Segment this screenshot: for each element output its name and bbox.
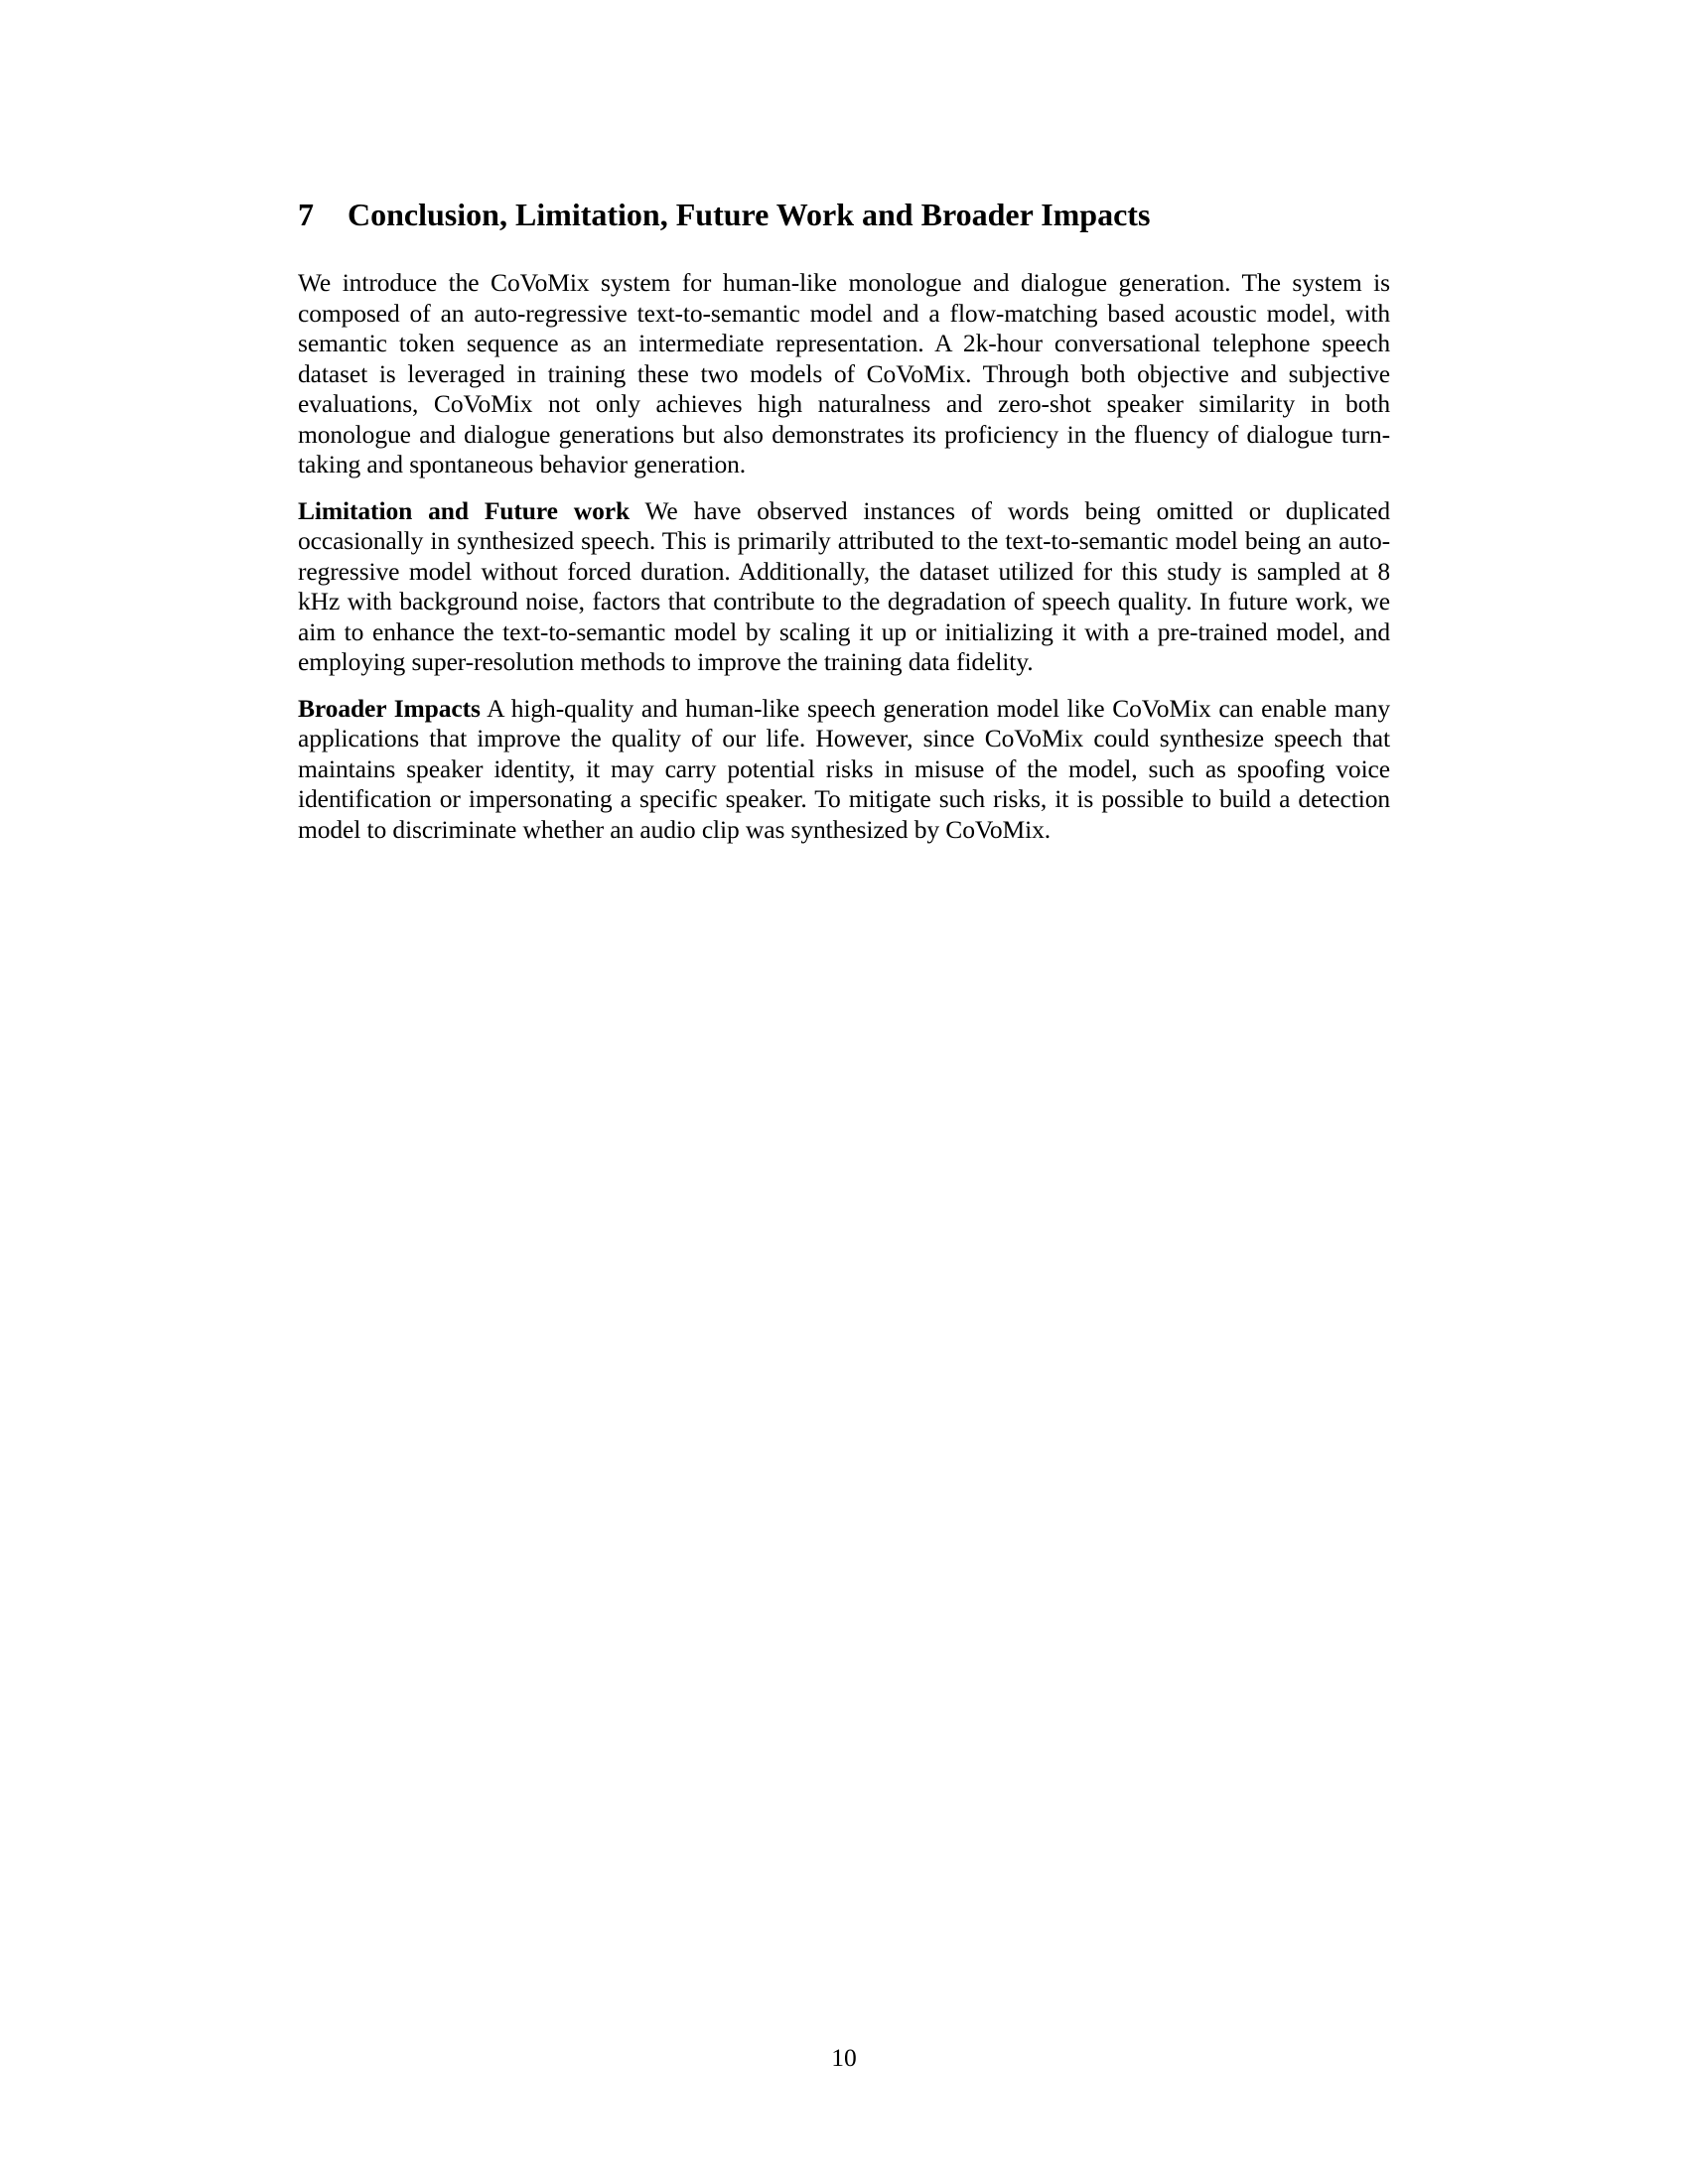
broader-impacts-text: A high-quality and human-like speech generation model like CoVoMix can enable many applications that improve the quality of our life. However, since CoVoMix could synthesize speech that maintains speaker identity, it may carry potential risks in misuse of the model, such as spoofing voice identification or impersonating a specific speaker. To mitigate such risks, it is possible to build a detection model to discriminate whether an audio clip was synthesized by CoVoMix. — [298, 693, 1390, 844]
section-heading — [298, 195, 1390, 234]
page-content — [298, 195, 1390, 861]
section-title: Conclusion, Limitation, Future Work and Broader Impacts — [348, 197, 1151, 232]
limitation-heading: Limitation and Future work — [298, 495, 631, 525]
broader-impacts-heading: Broader Impacts — [298, 693, 481, 723]
limitation-paragraph — [298, 496, 1390, 678]
conclusion-text: We introduce the CoVoMix system for human-like monologue and dialogue generation. The system is composed of an auto-regressive text-to-semantic model and a flow-matching based acoustic model, with semantic token sequence as an intermediate representation. A 2k-hour conversational telephone speech dataset is leveraged in training these two models of CoVoMix. Through both objective and subjective evaluations, CoVoMix not only achieves high naturalness and zero-shot speaker similarity in both monologue and dialogue generations but also demonstrates its proficiency in the fluency of dialogue turn-taking and spontaneous behavior generation. — [298, 268, 1390, 478]
page-number: 10 — [831, 2043, 857, 2072]
conclusion-paragraph — [298, 268, 1390, 480]
limitation-text: We have observed instances of words being omitted or duplicated occasionally in synthesized speech. This is primarily attributed to the text-to-semantic model being an auto-regressive model without forced duration. Additionally, the dataset utilized for this study is sampled at 8 kHz with background noise, factors that contribute to the degradation of speech quality. In future work, we aim to enhance the text-to-semantic model by scaling it up or initializing it with a pre-trained model, and employing super-resolution methods to improve the training data fidelity. — [298, 495, 1390, 676]
section-number: 7 — [298, 197, 314, 232]
broader-impacts-paragraph — [298, 694, 1390, 846]
